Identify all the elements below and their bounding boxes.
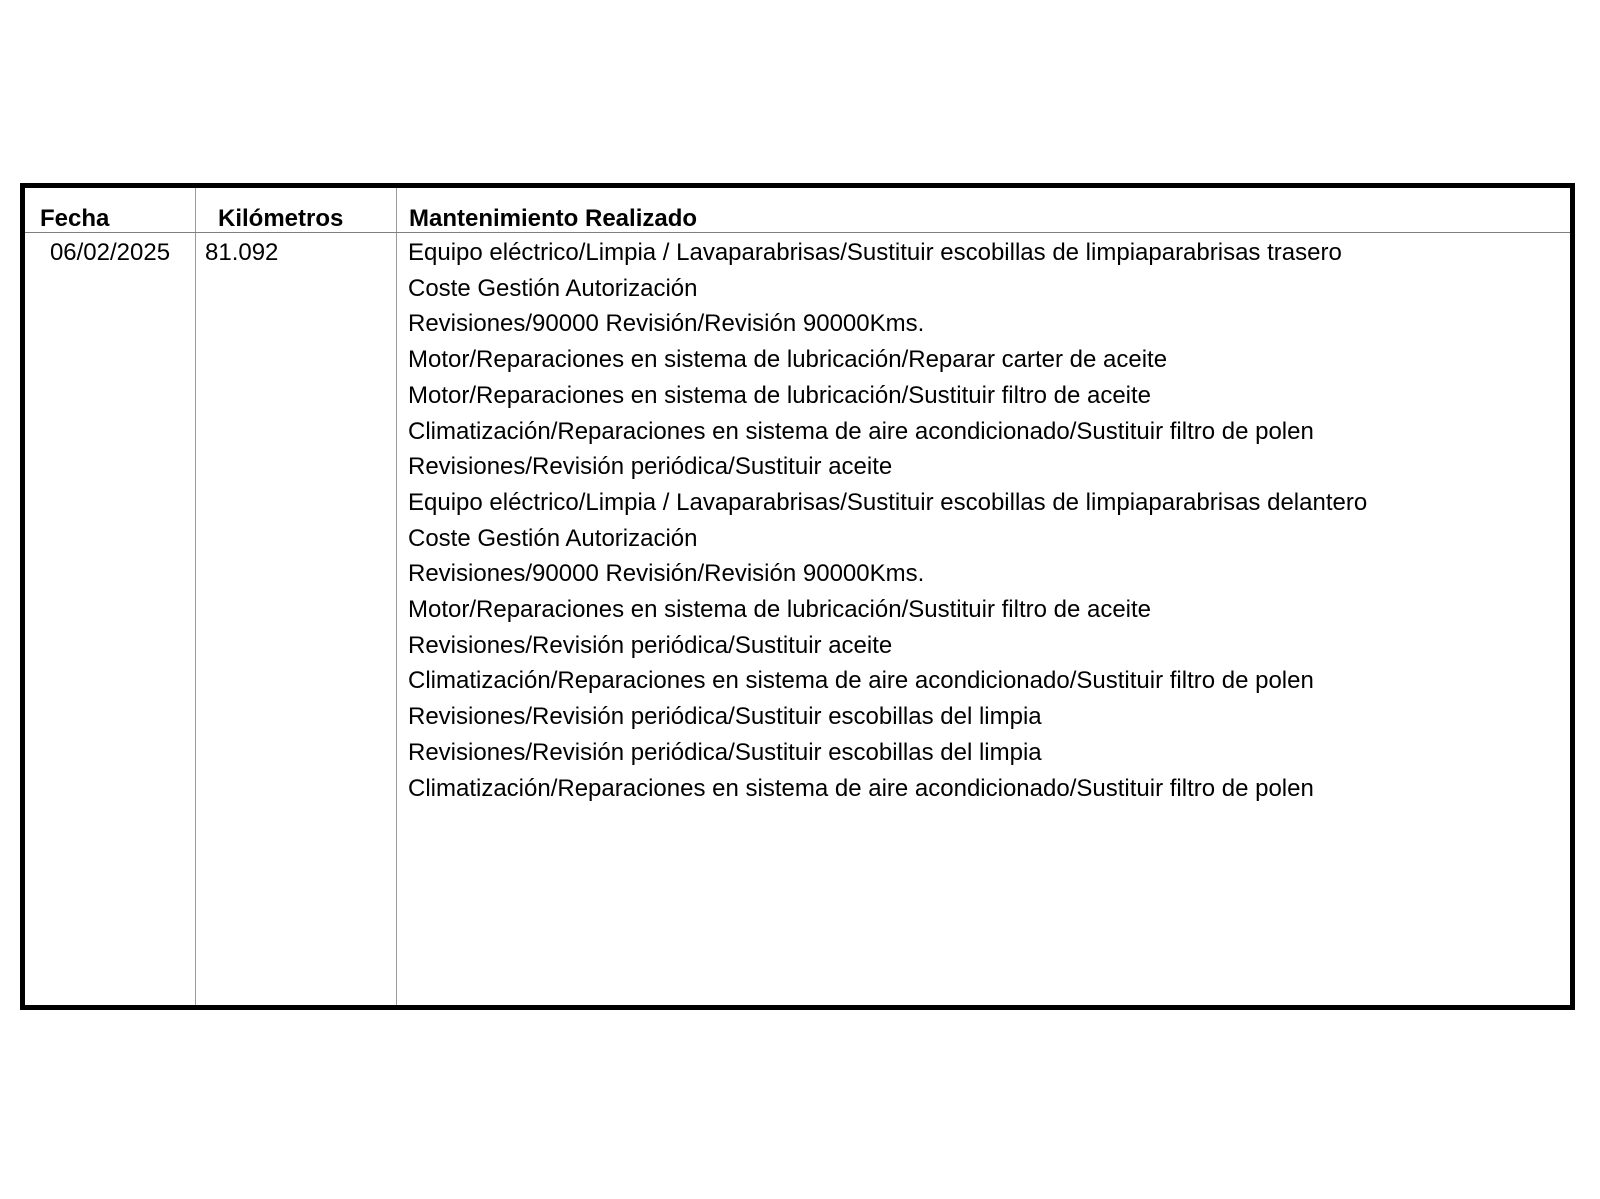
maintenance-item: Climatización/Reparaciones en sistema de aire acondicionado/Sustituir filtro de polen: [408, 667, 1314, 695]
maintenance-item: Revisiones/90000 Revisión/Revisión 90000Kms.: [408, 560, 925, 588]
maintenance-item: Revisiones/90000 Revisión/Revisión 90000Kms.: [408, 310, 925, 338]
column-header-fecha: Fecha: [25, 188, 196, 232]
column-header-mantenimiento: Mantenimiento Realizado: [409, 205, 698, 232]
maintenance-item: Climatización/Reparaciones en sistema de aire acondicionado/Sustituir filtro de polen: [408, 774, 1314, 802]
table-header-row: [25, 188, 1570, 233]
maintenance-item: Motor/Reparaciones en sistema de lubricación/Sustituir filtro de aceite: [408, 596, 1152, 624]
column-header-kilometros: Kilómetros: [196, 188, 397, 232]
maintenance-item: Coste Gestión Autorización: [408, 274, 698, 302]
maintenance-history-table: [20, 183, 1575, 1010]
maintenance-item: Motor/Reparaciones en sistema de lubricación/Sustituir filtro de aceite: [408, 381, 1152, 409]
maintenance-item: Equipo eléctrico/Limpia / Lavaparabrisas/Sustituir escobillas de limpiaparabrisas delantero: [408, 488, 1368, 516]
maintenance-item: Equipo eléctrico/Limpia / Lavaparabrisas/Sustituir escobillas de limpiaparabrisas trasero: [408, 239, 1342, 266]
maintenance-item: Motor/Reparaciones en sistema de lubricación/Reparar carter de aceite: [408, 346, 1168, 374]
fecha-cell: 06/02/2025: [25, 233, 196, 1005]
maintenance-item: Revisiones/Revisión periódica/Sustituir aceite: [408, 631, 893, 659]
table-row: [25, 233, 1570, 1005]
kilometros-cell: 81.092: [196, 233, 397, 1005]
maintenance-item: Revisiones/Revisión periódica/Sustituir escobillas del limpia: [408, 738, 1042, 766]
maintenance-item: Revisiones/Revisión periódica/Sustituir aceite: [408, 453, 893, 481]
maintenance-item: Revisiones/Revisión periódica/Sustituir escobillas del limpia: [408, 703, 1042, 731]
mantenimiento-cell: [397, 233, 1570, 1005]
maintenance-item: Climatización/Reparaciones en sistema de aire acondicionado/Sustituir filtro de polen: [408, 417, 1314, 445]
maintenance-item: Coste Gestión Autorización: [408, 524, 698, 552]
